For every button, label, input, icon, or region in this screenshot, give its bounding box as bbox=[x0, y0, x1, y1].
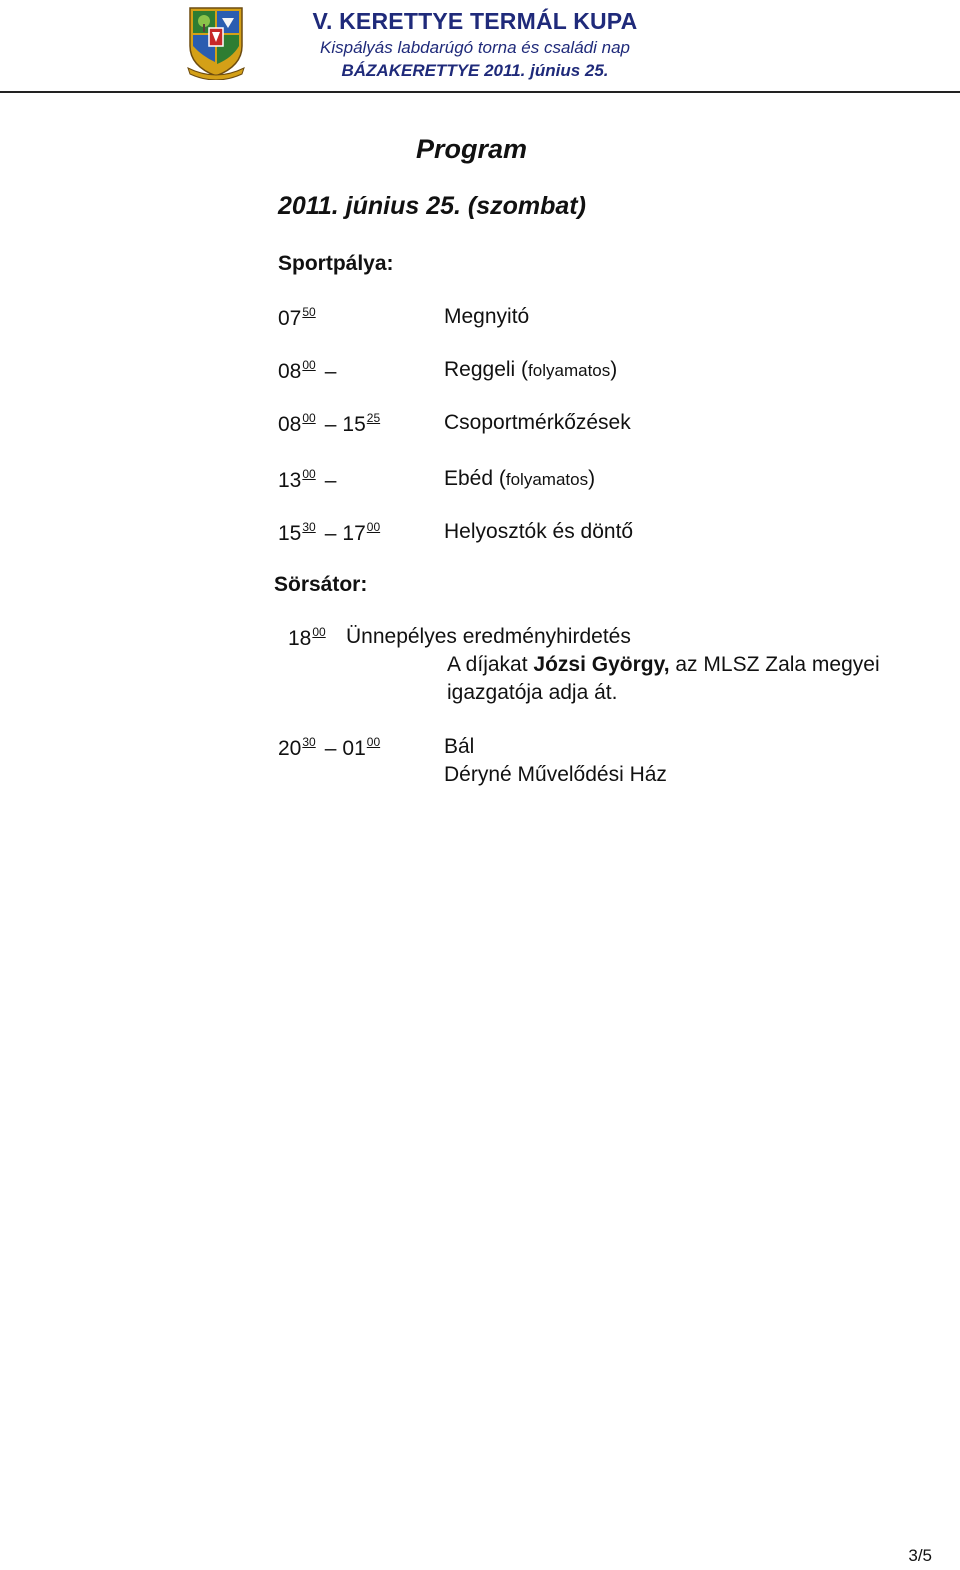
tent-award-line: A díjakat Józsi György, az MLSZ Zala megyei bbox=[447, 653, 880, 676]
tent-event: Ünnepélyes eredményhirdetés bbox=[346, 625, 631, 648]
schedule-event: Reggeli (folyamatos) bbox=[444, 358, 618, 381]
page-number: 3/5 bbox=[908, 1546, 932, 1565]
ball-event: Bál bbox=[444, 735, 475, 758]
ball-time: $20^{30} - 01^{00}$ bbox=[278, 735, 381, 760]
program-day: 2011. június 25. (szombat) bbox=[278, 192, 586, 220]
schedule-event: Helyosztók és döntő bbox=[444, 520, 634, 543]
section-sorsator: Sörsátor: bbox=[274, 573, 368, 596]
schedule-event: Ebéd (folyamatos) bbox=[444, 467, 596, 490]
header-dateline: BÁZAKERETTYE 2011. június 25. bbox=[341, 61, 609, 80]
tent-time: $18^{00}$ bbox=[288, 625, 326, 650]
schedule-time: $15^{30} - 17^{00}$ bbox=[278, 520, 381, 545]
schedule-time: $08^{00} - 15^{25}$ bbox=[278, 411, 381, 436]
program-title: Program bbox=[416, 134, 528, 164]
schedule-time: $13^{00}$ – bbox=[278, 467, 337, 492]
schedule-time: $07^{50}$ bbox=[278, 305, 316, 330]
schedule-event: Csoportmérkőzések bbox=[444, 411, 631, 434]
page-header bbox=[0, 0, 960, 94]
header-subtitle: Kispályás labdarúgó torna és családi nap bbox=[320, 38, 630, 57]
schedule-time: $08^{00}$ – bbox=[278, 358, 337, 383]
ball-venue: Déryné Művelődési Ház bbox=[444, 763, 667, 786]
coat-of-arms-icon bbox=[186, 4, 246, 80]
section-sportpalya: Sportpálya: bbox=[278, 252, 394, 275]
header-divider bbox=[0, 91, 960, 93]
tent-award-line-2: igazgatója adja át. bbox=[447, 681, 618, 704]
schedule-event: Megnyitó bbox=[444, 305, 530, 328]
header-title: V. KERETTYE TERMÁL KUPA bbox=[312, 8, 638, 34]
